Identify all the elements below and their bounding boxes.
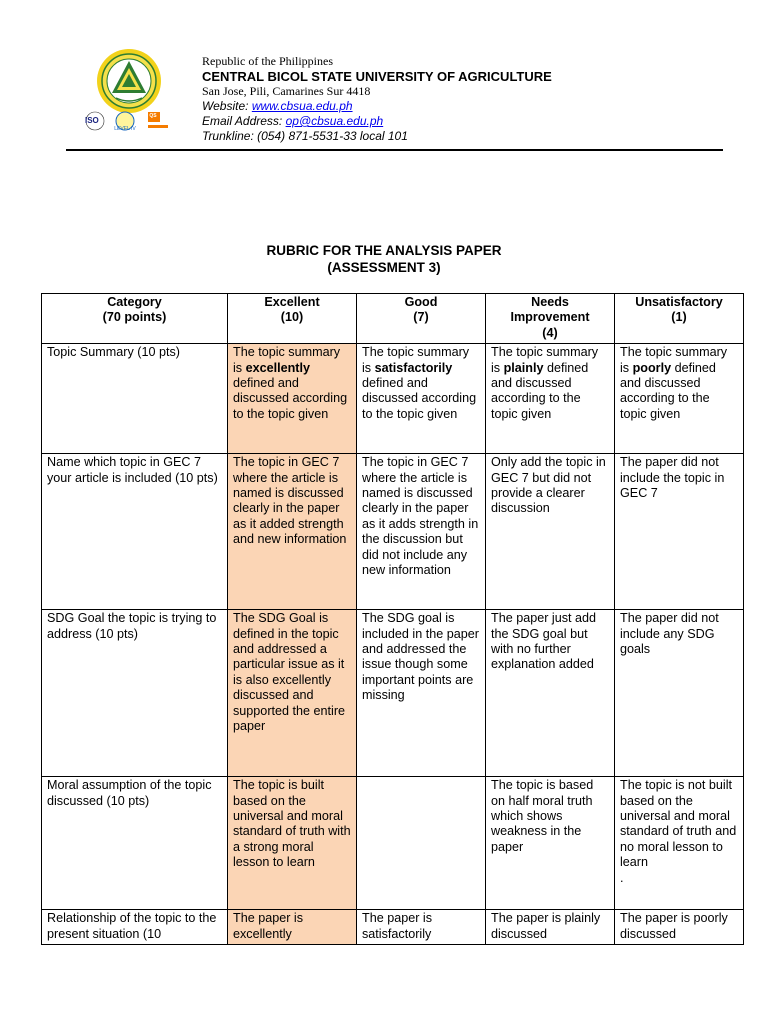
cell-excellent: The paper is excellently	[228, 910, 357, 945]
website-line	[202, 99, 552, 114]
website-link[interactable]: www.cbsua.edu.ph	[251, 99, 353, 113]
cell-good: The topic summary is satisfactorily defined and discussed according to the topic given	[357, 344, 486, 454]
university-seal-logo	[96, 48, 162, 114]
cell-category: Name which topic in GEC 7 your article is included (10 pts)	[42, 454, 228, 610]
title-line-2: (ASSESSMENT 3)	[327, 260, 441, 275]
table-row	[42, 610, 744, 777]
letterhead	[0, 0, 768, 160]
email-line	[202, 114, 552, 129]
cell-good: The paper is satisfactorily	[357, 910, 486, 945]
document-title	[0, 242, 768, 276]
qs-badge-label: QS	[149, 113, 157, 119]
cell-unsatisfactory: The topic is not built based on the universal and moral standard of truth and no moral lesson to learn .	[615, 777, 744, 910]
title-line-1: RUBRIC FOR THE ANALYSIS PAPER	[266, 243, 502, 258]
table-row	[42, 344, 744, 454]
email-label: Email Address:	[202, 114, 283, 128]
cell-unsatisfactory: The paper is poorly discussed	[615, 910, 744, 945]
university-name: CENTRAL BICOL STATE UNIVERSITY OF AGRICULTURE	[202, 69, 552, 84]
cell-category: Topic Summary (10 pts)	[42, 344, 228, 454]
republic-line: Republic of the Philippines	[202, 54, 333, 68]
cell-category: SDG Goal the topic is trying to address (10 pts)	[42, 610, 228, 777]
cell-excellent: The SDG Goal is defined in the topic and addressed a particular issue as it is also excellently discussed and supported the entire paper	[228, 610, 357, 777]
cell-needs-improvement: The topic is based on half moral truth which shows weakness in the paper	[486, 777, 615, 910]
iso-badge-label: ISO	[85, 116, 99, 125]
header-good: Good (7)	[357, 294, 486, 344]
cell-excellent: The topic in GEC 7 where the article is named is discussed clearly in the paper as it added strength and new information	[228, 454, 357, 610]
table-row	[42, 454, 744, 610]
address-line: San Jose, Pili, Camarines Sur 4418	[202, 84, 371, 98]
email-link[interactable]: op@cbsua.edu.ph	[285, 114, 384, 128]
cell-needs-improvement: The topic summary is plainly defined and discussed according to the topic given	[486, 344, 615, 454]
table-row	[42, 777, 744, 910]
table-row	[42, 910, 744, 945]
website-label: Website:	[202, 99, 249, 113]
cell-category: Relationship of the topic to the present situation (10	[42, 910, 228, 945]
cell-excellent: The topic is built based on the universal and moral standard of truth with a strong moral lesson to learn	[228, 777, 357, 910]
cell-good: The topic in GEC 7 where the article is named is discussed clearly in the paper as it adds strength in the discussion but did not include any new information	[357, 454, 486, 610]
cell-needs-improvement: The paper just add the SDG goal but with no further explanation added	[486, 610, 615, 777]
cell-unsatisfactory: The paper did not include the topic in GEC 7	[615, 454, 744, 610]
header-divider	[66, 149, 723, 151]
level-badge-label: LEVEL IV	[114, 126, 136, 132]
cell-good: The SDG goal is included in the paper and addressed the issue though some important points are missing	[357, 610, 486, 777]
cell-category: Moral assumption of the topic discussed (10 pts)	[42, 777, 228, 910]
table-header-row	[42, 294, 744, 344]
cell-unsatisfactory: The topic summary is poorly defined and discussed according to the topic given	[615, 344, 744, 454]
cell-good	[357, 777, 486, 910]
trunkline-line: Trunkline: (054) 871-5531-33 local 101	[202, 129, 408, 143]
header-unsatisfactory: Unsatisfactory (1)	[615, 294, 744, 344]
cell-excellent: The topic summary is excellently defined and discussed according to the topic given	[228, 344, 357, 454]
university-info	[202, 54, 552, 144]
cell-needs-improvement: Only add the topic in GEC 7 but did not provide a clearer discussion	[486, 454, 615, 610]
accreditation-badges	[84, 110, 174, 134]
header-excellent: Excellent (10)	[228, 294, 357, 344]
cell-needs-improvement: The paper is plainly discussed	[486, 910, 615, 945]
cell-unsatisfactory: The paper did not include any SDG goals	[615, 610, 744, 777]
header-category: Category (70 points)	[42, 294, 228, 344]
rubric-table	[41, 293, 744, 945]
header-needs-improvement: Needs Improvement (4)	[486, 294, 615, 344]
